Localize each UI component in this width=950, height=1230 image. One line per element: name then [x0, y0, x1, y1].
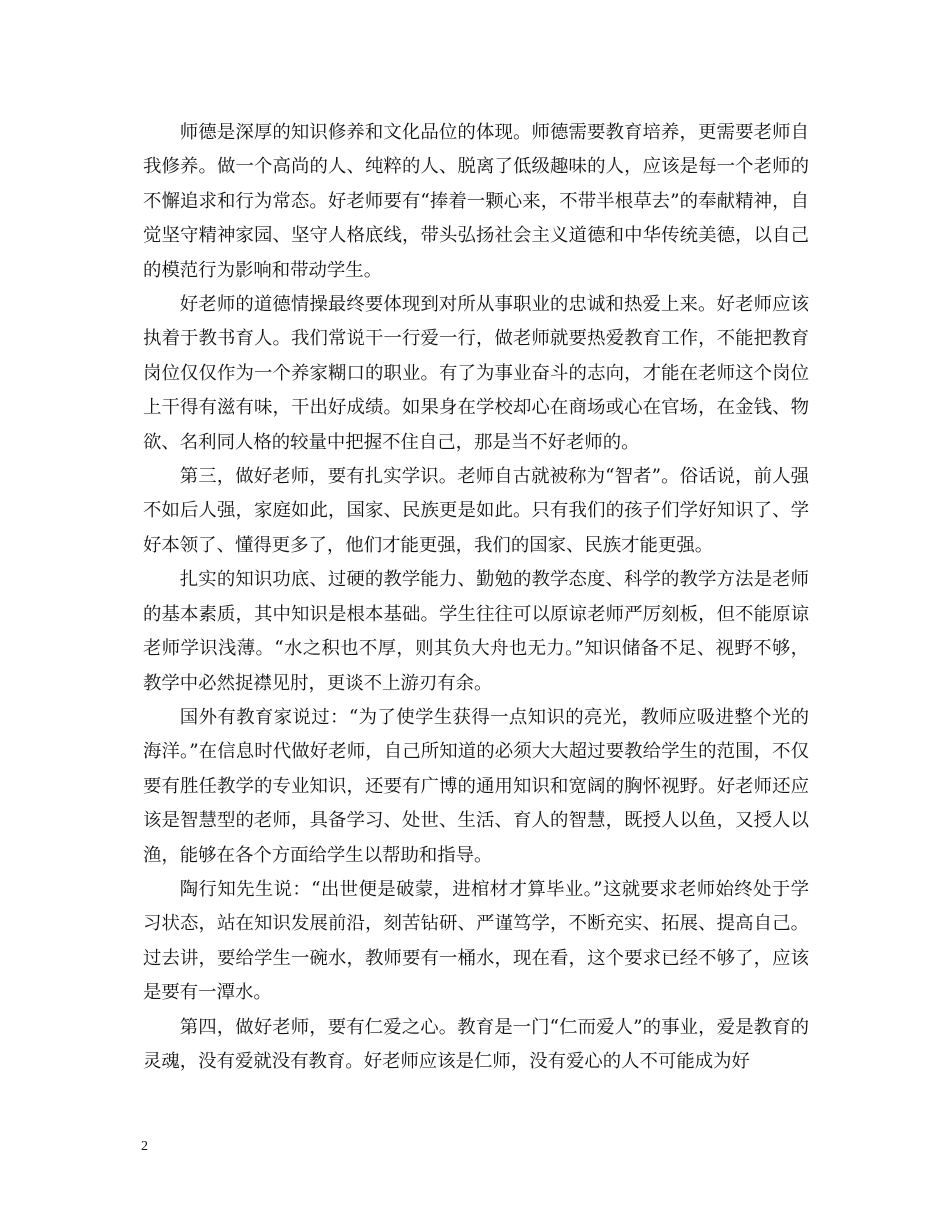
document-body	[143, 116, 809, 1079]
paragraph: 第三，做好老师，要有扎实学识。老师自古就被称为“智者”。俗话说，前人强不如后人强，家庭如此，国家、民族更是如此。只有我们的孩子们学好知识了、学好本领了、懂得更多了，他们才能更强，我们的国家、民族才能更强。	[143, 466, 809, 556]
paragraph: 国外有教育家说过：“为了使学生获得一点知识的亮光，教师应吸进整个光的海洋。”在信息时代做好老师，自己所知道的必须大大超过要教给学生的范围，不仅要有胜任教学的专业知识，还要有广博的通用知识和宽阔的胸怀视野。好老师还应该是智慧型的老师，具备学习、处世、生活、育人的智慧，既授人以鱼，又授人以渔，能够在各个方面给学生以帮助和指导。	[143, 706, 809, 866]
paragraph: 第四，做好老师，要有仁爱之心。教育是一门“仁而爱人”的事业，爱是教育的灵魂，没有爱就没有教育。好老师应该是仁师，没有爱心的人不可能成为好	[143, 1016, 809, 1072]
paragraph: 扎实的知识功底、过硬的教学能力、勤勉的教学态度、科学的教学方法是老师的基本素质，其中知识是根本基础。学生往往可以原谅老师严厉刻板，但不能原谅老师学识浅薄。“水之积也不厚，则其负大舟也无力。”知识储备不足、视野不够，教学中必然捉襟见肘，更谈不上游刃有余。	[143, 569, 809, 694]
paragraph: 好老师的道德情操最终要体现到对所从事职业的忠诚和热爱上来。好老师应该执着于教书育人。我们常说干一行爱一行，做老师就要热爱教育工作，不能把教育岗位仅仅作为一个养家糊口的职业。有了为事业奋斗的志向，才能在老师这个岗位上干得有滋有味，干出好成绩。如果身在学校却心在商场或心在官场，在金钱、物欲、名利同人格的较量中把握不住自己，那是当不好老师的。	[143, 294, 809, 453]
paragraph: 师德是深厚的知识修养和文化品位的体现。师德需要教育培养，更需要老师自我修养。做一个高尚的人、纯粹的人、脱离了低级趣味的人，应该是每一个老师的不懈追求和行为常态。好老师要有“捧着一颗心来，不带半根草去”的奉献精神，自觉坚守精神家园、坚守人格底线，带头弘扬社会主义道德和中华传统美德，以自己的模范行为影响和带动学生。	[143, 122, 809, 281]
page-number: 2	[141, 1139, 148, 1154]
paragraph: 陶行知先生说：“出世便是破蒙，进棺材才算毕业。”这就要求老师始终处于学习状态，站在知识发展前沿，刻苦钻研、严谨笃学，不断充实、拓展、提高自己。过去讲，要给学生一碗水，教师要有一桶水，现在看，这个要求已经不够了，应该是要有一潭水。	[143, 878, 809, 1004]
